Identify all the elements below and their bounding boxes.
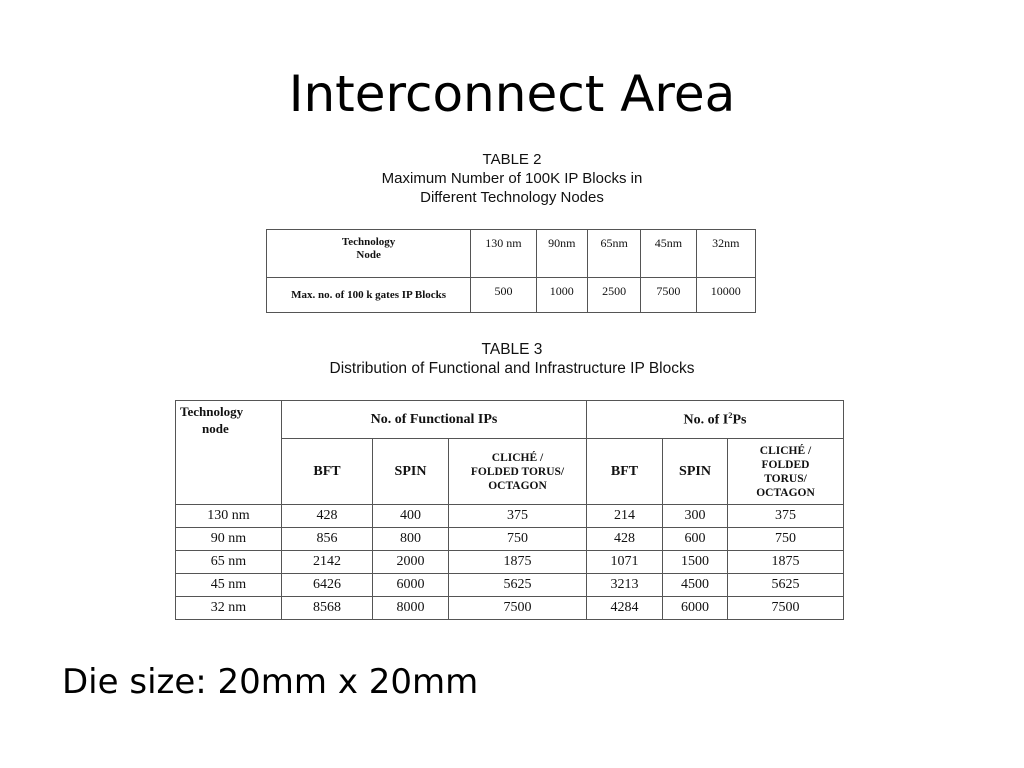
table-row: [176, 574, 844, 597]
table2-cell: 500: [471, 278, 536, 313]
table3-node-header-line1: Technology: [180, 404, 244, 419]
table3-header-technology-node: [176, 401, 282, 505]
table3-i-cliche-line1: CLICHÉ /: [759, 444, 812, 457]
table-row: [176, 597, 844, 620]
table3-caption-title: Distribution of Functional and Infrastructure IP Blocks: [329, 360, 695, 377]
table3-cell: 856: [282, 528, 373, 551]
table3-cell: 5625: [728, 574, 844, 597]
table2-header-line1: Technology: [341, 236, 396, 248]
table3-caption: [212, 340, 812, 378]
table3-header-functional-ips: No. of Functional IPs: [282, 401, 587, 439]
table2-col-32nm: 32nm: [696, 230, 755, 278]
table2-header-line2: Node: [356, 249, 381, 261]
table3-cell: 4500: [663, 574, 728, 597]
table3-group-header-row: [176, 401, 844, 439]
table3-cell: 214: [587, 505, 663, 528]
table3-i2p-sup: 2: [728, 410, 733, 420]
table2-col-90nm: 90nm: [536, 230, 587, 278]
table3-cell: 7500: [449, 597, 587, 620]
table3-i2p-prefix: No. of I: [683, 412, 729, 428]
table3: [175, 400, 844, 620]
table3-cell: 8568: [282, 597, 373, 620]
table3-node-cell: 130 nm: [176, 505, 282, 528]
table3-f-cliche-line2: FOLDED TORUS/: [470, 465, 565, 478]
table2-row-label: Max. no. of 100 k gates IP Blocks: [267, 278, 471, 313]
table2-value-row: [267, 278, 756, 313]
table3-node-cell: 32 nm: [176, 597, 282, 620]
table2-header-row: [267, 230, 756, 278]
table3-header-i-cliche: [728, 439, 844, 505]
table2-cell: 10000: [696, 278, 755, 313]
table3-header-f-bft: BFT: [282, 439, 373, 505]
table3-i-cliche-line2: FOLDED: [761, 458, 810, 471]
table-row: [176, 551, 844, 574]
table2-caption-title-line2: Different Technology Nodes: [420, 189, 604, 206]
table3-cell: 375: [449, 505, 587, 528]
table3-cell: 6426: [282, 574, 373, 597]
table2-caption-number: TABLE 2: [482, 151, 542, 168]
table-row: [176, 505, 844, 528]
table2-cell: 1000: [536, 278, 587, 313]
table3-cell: 428: [282, 505, 373, 528]
table2-header-technology-node: [267, 230, 471, 278]
table3-header-i-spin: SPIN: [663, 439, 728, 505]
table3-cell: 6000: [373, 574, 449, 597]
die-size-text: Die size: 20mm x 20mm: [62, 662, 479, 702]
table3-node-header-line2: node: [202, 421, 229, 436]
table3-i-cliche-line4: OCTAGON: [756, 486, 815, 499]
table3-cell: 375: [728, 505, 844, 528]
table3-f-cliche-line3: OCTAGON: [488, 479, 547, 492]
table-row: [176, 528, 844, 551]
table3-cell: 3213: [587, 574, 663, 597]
table3-header-infrastructure-ips: [587, 401, 844, 439]
table3-caption-number: TABLE 3: [481, 341, 543, 358]
table3-i-cliche-line3: TORUS/: [764, 472, 807, 485]
slide-title: Interconnect Area: [288, 65, 736, 123]
table3-cell: 428: [587, 528, 663, 551]
table3-header-f-cliche: [449, 439, 587, 505]
table3-cell: 1875: [449, 551, 587, 574]
table3-cell: 5625: [449, 574, 587, 597]
table2-cell: 2500: [587, 278, 640, 313]
table3-header-i-bft: BFT: [587, 439, 663, 505]
table2: [266, 229, 756, 313]
table3-cell: 400: [373, 505, 449, 528]
table2-col-65nm: 65nm: [587, 230, 640, 278]
table3-cell: 2000: [373, 551, 449, 574]
table3-cell: 750: [728, 528, 844, 551]
table3-header-f-spin: SPIN: [373, 439, 449, 505]
table2-col-130nm: 130 nm: [471, 230, 536, 278]
table2-col-45nm: 45nm: [641, 230, 696, 278]
table3-cell: 750: [449, 528, 587, 551]
table3-node-cell: 65 nm: [176, 551, 282, 574]
table3-cell: 800: [373, 528, 449, 551]
table3-f-cliche-line1: CLICHÉ /: [491, 451, 544, 464]
table3-cell: 8000: [373, 597, 449, 620]
table3-cell: 4284: [587, 597, 663, 620]
table3-cell: 1071: [587, 551, 663, 574]
table3-cell: 1500: [663, 551, 728, 574]
table3-cell: 6000: [663, 597, 728, 620]
table3-i2p-suffix: Ps: [732, 412, 747, 428]
table3-cell: 300: [663, 505, 728, 528]
table3-cell: 1875: [728, 551, 844, 574]
table3-node-cell: 90 nm: [176, 528, 282, 551]
table3-cell: 600: [663, 528, 728, 551]
table3-cell: 2142: [282, 551, 373, 574]
table3-node-cell: 45 nm: [176, 574, 282, 597]
table2-caption: [312, 150, 712, 207]
table2-cell: 7500: [641, 278, 696, 313]
table3-cell: 7500: [728, 597, 844, 620]
table2-caption-title-line1: Maximum Number of 100K IP Blocks in: [381, 170, 643, 187]
